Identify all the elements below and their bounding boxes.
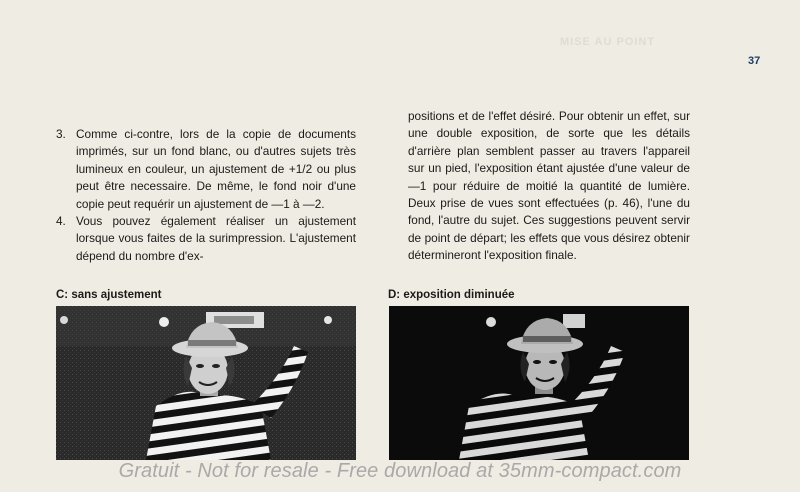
item-number: 4. bbox=[56, 214, 66, 229]
page-number: 37 bbox=[748, 55, 761, 67]
paragraph: positions et de l'effet désiré. Pour obtenir un effet, sur une double exposition, de sorte que les détails d'arrière plan semblent passer au travers l'appareil sur un pied, l'exposition étant ajustée d'une valeur de —1 pour réduire de moitié la quantité de lumière. Deux prise de vues sont effectuées (p. 46), l'une du fond, l'autre du sujet. Ces suggestions peuvent servir de point de départ; les effets que vous désirez obtenir détermineront l'exposition finale. bbox=[408, 109, 690, 263]
list-item-4 bbox=[56, 213, 356, 265]
photo-no-adjustment bbox=[56, 306, 356, 460]
item-text: Comme ci-contre, lors de la copie de documents imprimés, sur un fond blanc, ou d'autres sujets très lumineux en couleur, un ajustement de +1/2 ou plus peut être necessaire. De même, le fond noir d'une copie peut requérir un ajustement de —1 à —2. bbox=[76, 127, 356, 211]
item-text: Vous pouvez également réaliser un ajustement lorsque vous faites de la surimpression. L'ajustement dépend du nombre d'ex- bbox=[76, 214, 356, 263]
list-item-3 bbox=[56, 126, 356, 213]
watermark-text: Gratuit - Not for resale - Free download at 35mm-compact.com bbox=[118, 460, 682, 482]
caption-c: C: sans ajustement bbox=[56, 289, 162, 301]
photo-c-image bbox=[56, 306, 356, 460]
left-text-column bbox=[56, 126, 356, 265]
photo-d-image bbox=[389, 306, 689, 460]
right-text-column bbox=[408, 108, 690, 265]
bleed-through-heading: MISE AU POINT bbox=[560, 36, 656, 48]
caption-d: D: exposition diminuée bbox=[388, 289, 515, 301]
item-number: 3. bbox=[56, 127, 66, 141]
photo-reduced-exposure bbox=[389, 306, 689, 460]
